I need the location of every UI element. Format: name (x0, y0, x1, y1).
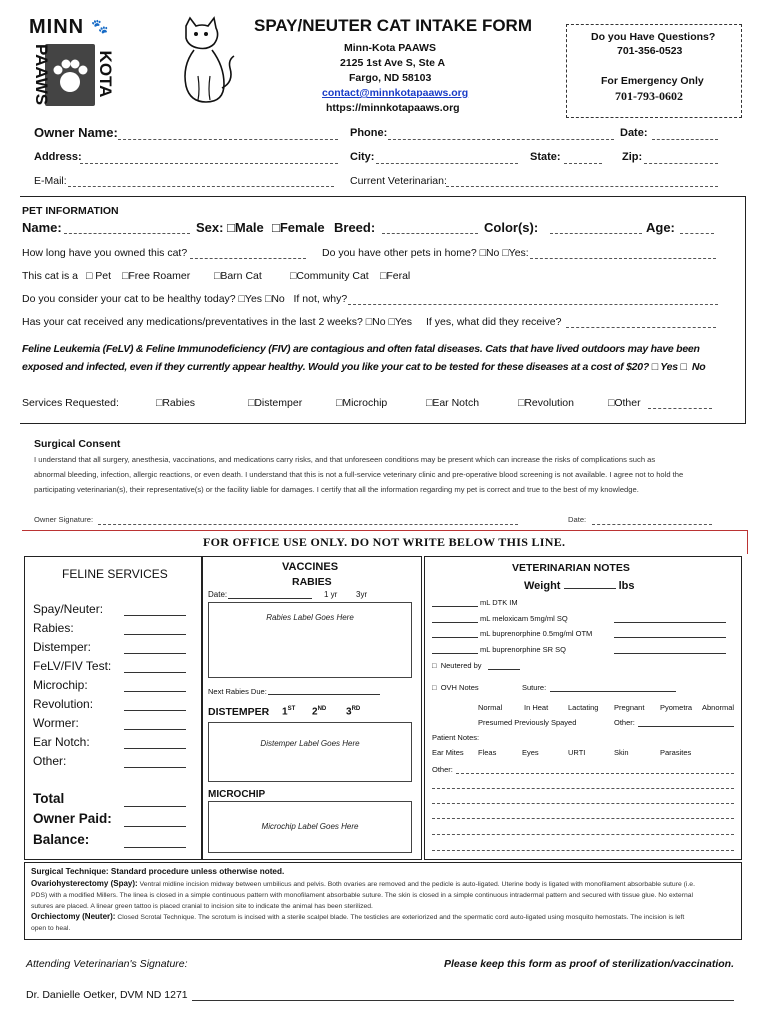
bupe-otm-label: mL buprenorphine 0.5mg/ml OTM (480, 629, 593, 638)
vet-label: Current Veterinarian: (350, 175, 447, 187)
cat-type-free-checkbox[interactable]: □Free Roamer (122, 270, 191, 282)
notes-line-1[interactable] (432, 788, 734, 789)
pn-other-field[interactable] (456, 773, 734, 774)
consent-line-2: abnormal bleeding, infection, allergic reactions, or even death. I understand that this is not a full-service veterinary clinic and pre-operative blood screening is not available. I agree not to hold the (34, 470, 684, 479)
svc-ear-checkbox[interactable]: □Ear Notch (426, 397, 480, 409)
bupe-sr-note-field[interactable] (614, 653, 726, 654)
feline-service-label: Revolution: (33, 697, 94, 711)
owner-paid-field[interactable] (124, 826, 186, 827)
breed-label: Breed: (334, 220, 376, 235)
cat-type-community-checkbox[interactable]: □Community Cat (290, 270, 369, 282)
emergency-phone: 701-793-0602 (615, 89, 683, 103)
if-yes-label: If yes, what did they receive? (426, 316, 562, 328)
pn-urti[interactable]: URTI (568, 748, 586, 757)
technique-title: Surgical Technique: Standard procedure unless otherwise noted. (31, 867, 285, 876)
rabies-1yr[interactable]: 1 yr (324, 590, 338, 599)
technique-ovh-line-2: PDS) with a modified Millers. The linea is closed in a simple continuous pattern with monofilament absorbable suture. The skin is closed in a simple continuous intradermal pattern and secured with tissue glue. No external (31, 892, 694, 899)
bupe-otm-field[interactable] (432, 637, 478, 638)
paw-print-icon (45, 44, 95, 106)
svc-other-field[interactable] (648, 408, 712, 409)
next-rabies-label: Next Rabies Due: (208, 687, 267, 696)
state-field[interactable] (564, 163, 602, 164)
date-field[interactable] (652, 139, 718, 140)
sex-label: Sex: (196, 220, 224, 235)
cat-illustration (172, 16, 238, 108)
owner-signature-field[interactable] (98, 524, 518, 525)
felv-line-1: Feline Leukemia (FeLV) & Feline Immunodeficiency (FIV) are contagious and often fatal diseases. Cats that have lived outdoors may have been (22, 343, 700, 355)
cat-type-barn-checkbox[interactable]: □Barn Cat (214, 270, 262, 282)
microchip-title: MICROCHIP (208, 789, 266, 800)
notes-line-2[interactable] (432, 803, 734, 804)
ovh-pyometra[interactable]: Pyometra (660, 703, 693, 712)
age-label: Age: (646, 220, 675, 235)
technique-orch-line-2: open to heal. (31, 925, 71, 932)
owner-name-field[interactable] (118, 139, 338, 140)
logo-paaws: PAAWS (32, 44, 51, 106)
pet-name-label: Name: (22, 220, 62, 235)
city-label: City: (350, 151, 375, 163)
state-label: State: (530, 151, 561, 163)
feline-service-field[interactable] (124, 653, 186, 654)
questions-phone: 701-356-0523 (617, 45, 683, 57)
patient-notes-label: Patient Notes: (432, 733, 480, 742)
consent-line-1: I understand that all surgery, anesthesia, vaccinations, and medications carry risks, and that unforeseen conditions may be present which can increase the risks of complications such as (34, 455, 656, 464)
logo-minn: MINN (29, 16, 85, 38)
attending-signature-field[interactable] (192, 1000, 734, 1001)
meds-field[interactable] (566, 327, 716, 328)
feline-service-label: Microchip: (33, 678, 88, 692)
melox-field[interactable] (432, 622, 478, 623)
feline-service-field[interactable] (124, 615, 186, 616)
feline-service-field[interactable] (124, 748, 186, 749)
email-field[interactable] (68, 186, 334, 187)
q-owned-label: How long have you owned this cat? (22, 247, 188, 259)
technique-ovh-line-1: Ovariohysterectomy (Spay): Ventral midline incision midway between umbilicus and pelvis. Both ovaries are removed and the pedicle is auto-ligated. Uterine body is ligated with monofilament absorbable suture (i.e. (31, 879, 695, 888)
phone-label: Phone: (350, 127, 388, 139)
breed-field[interactable] (382, 233, 478, 234)
consent-date-label: Date: (568, 515, 587, 524)
svc-revolution-checkbox[interactable]: □Revolution (518, 397, 574, 409)
ovh-other-label: Other: (614, 718, 635, 727)
feline-service-label: Distemper: (33, 640, 92, 654)
feline-service-label: Spay/Neuter: (33, 602, 104, 616)
bupe-sr-label: mL buprenorphine SR SQ (480, 645, 567, 654)
owner-signature-label: Owner Signature: (34, 515, 94, 524)
feline-services-title: FELINE SERVICES (62, 567, 168, 581)
ovh-lactating[interactable]: Lactating (568, 703, 599, 712)
questions-box (566, 24, 742, 118)
logo-kota: KOTA (96, 50, 115, 98)
pet-info-header: PET INFORMATION (22, 205, 119, 217)
org-address-2: Fargo, ND 58103 (349, 72, 432, 84)
cat-type-pet-checkbox[interactable]: □ Pet (86, 270, 112, 282)
balance-label: Balance: (33, 832, 90, 847)
ovh-technique-label: Ovariohysterectomy (Spay): (31, 879, 138, 888)
dtk-label: mL DTK IM (480, 598, 518, 607)
bupe-sr-field[interactable] (432, 653, 478, 654)
notes-line-3[interactable] (432, 818, 734, 819)
services-label: Services Requested: (22, 397, 119, 409)
sex-male-checkbox[interactable]: □Male (227, 220, 264, 235)
q-meds-label: Has your cat received any medications/preventatives in the last 2 weeks? □No □Yes (22, 316, 412, 328)
city-field[interactable] (376, 163, 518, 164)
rabies-date-field[interactable] (228, 598, 312, 599)
doctor-name: Dr. Danielle Oetker, DVM ND 1271 (26, 989, 188, 1001)
consent-title: Surgical Consent (34, 438, 121, 450)
colors-label: Color(s): (484, 220, 539, 235)
phone-field[interactable] (388, 139, 614, 140)
microchip-label-area: Microchip Label Goes Here (208, 801, 412, 853)
balance-field[interactable] (124, 847, 186, 848)
date-label: Date: (620, 127, 648, 139)
pn-fleas[interactable]: Fleas (478, 748, 497, 757)
svc-other-checkbox[interactable]: □Other (608, 397, 641, 409)
bupe-otm-note-field[interactable] (614, 637, 726, 638)
logo-dark-square (45, 44, 95, 106)
q-other-pets-label: Do you have other pets in home? □No □Yes: (322, 247, 529, 259)
pn-parasites[interactable]: Parasites (660, 748, 692, 757)
ovh-pregnant[interactable]: Pregnant (614, 703, 645, 712)
address-label: Address: (34, 151, 82, 163)
distemper-1st[interactable]: 1ST (282, 706, 296, 718)
vet-notes-title: VETERINARIAN NOTES (512, 562, 630, 574)
logo (25, 14, 115, 110)
distemper-3rd[interactable]: 3RD (346, 706, 361, 718)
rabies-3yr[interactable]: 3yr (356, 590, 368, 599)
healthy-why-field[interactable] (348, 304, 718, 305)
svc-distemper-checkbox[interactable]: □Distemper (248, 397, 303, 409)
total-label: Total (33, 791, 65, 806)
neutered-by-checkbox[interactable]: □ Neutered by (432, 661, 482, 670)
email-label: E-Mail: (34, 175, 67, 187)
pn-eyes[interactable]: Eyes (522, 748, 539, 757)
rabies-title: RABIES (292, 576, 332, 588)
org-address-1: 2125 1st Ave S, Ste A (340, 57, 446, 69)
cat-type-label: This cat is a (22, 270, 79, 282)
notes-line-4[interactable] (432, 834, 734, 835)
distemper-2nd[interactable]: 2ND (312, 706, 327, 718)
feline-service-field[interactable] (124, 634, 186, 635)
feline-service-label: Other: (33, 754, 67, 768)
feline-service-field[interactable] (124, 767, 186, 768)
feline-service-label: FeLV/FIV Test: (33, 659, 112, 673)
technique-orch-line-1: Orchiectomy (Neuter): Closed Scrotal Technique. The scrotum is incised with a sterile scalpel blade. The testicles are exteriorized and the spermatic cord auto-ligated using mosquito hemostats. The incision is left (31, 912, 685, 921)
ovh-abnormal[interactable]: Abnormal (702, 703, 735, 712)
feline-service-field[interactable] (124, 672, 186, 673)
vaccines-title: VACCINES (282, 561, 339, 573)
ovh-notes-checkbox[interactable]: □ OVH Notes (432, 683, 479, 692)
ovh-presumed[interactable]: Presumed Previously Spayed (478, 718, 577, 727)
questions-heading: Do you Have Questions? (591, 31, 716, 43)
melox-note-field[interactable] (614, 622, 726, 623)
other-pets-field[interactable] (530, 258, 716, 259)
feline-service-field[interactable] (124, 710, 186, 711)
distemper-title: DISTEMPER (208, 706, 270, 718)
technique-ovh-line-3: sutures are placed. A linear green tattoo is placed cranial to incision site to indicate the animal has been sterilized. (31, 903, 373, 910)
attending-signature-label: Attending Veterinarian's Signature: (26, 958, 188, 970)
pn-ear-mites[interactable]: Ear Mites (432, 748, 464, 757)
suture-label: Suture: (522, 683, 547, 692)
weight-label: Weight lbs (524, 580, 635, 592)
sex-female-checkbox[interactable]: □Female (272, 220, 325, 235)
form-title: SPAY/NEUTER CAT INTAKE FORM (254, 16, 532, 35)
feline-service-field[interactable] (124, 691, 186, 692)
svc-microchip-checkbox[interactable]: □Microchip (336, 397, 388, 409)
pet-name-field[interactable] (64, 233, 190, 234)
ovh-in-heat[interactable]: In Heat (524, 703, 549, 712)
feline-service-label: Wormer: (33, 716, 79, 730)
svc-rabies-checkbox[interactable]: □Rabies (156, 397, 196, 409)
ovh-other-field[interactable] (638, 726, 734, 727)
org-name: Minn-Kota PAAWS (344, 42, 436, 54)
emergency-heading: For Emergency Only (601, 75, 704, 87)
melox-label: mL meloxicam 5mg/ml SQ (480, 614, 568, 623)
rabies-date-label: Date: (208, 590, 228, 599)
pn-skin[interactable]: Skin (614, 748, 629, 757)
q-owned-field[interactable] (190, 258, 306, 259)
keep-form-note: Please keep this form as proof of sterilization/vaccination. (444, 958, 734, 970)
paw-small-icon: 🐾 (91, 18, 109, 34)
distemper-label-area: Distemper Label Goes Here (208, 722, 412, 782)
q-healthy-label: Do you consider your cat to be healthy today? □Yes □No If not, why? (22, 293, 348, 305)
ovh-normal[interactable]: Normal (478, 703, 503, 712)
suture-field[interactable] (550, 691, 676, 692)
orch-technique-label: Orchiectomy (Neuter): (31, 912, 116, 921)
feline-service-label: Ear Notch: (33, 735, 90, 749)
org-website-link[interactable]: https://minnkotapaaws.org (326, 102, 460, 114)
consent-date-field[interactable] (592, 524, 712, 525)
feline-service-label: Rabies: (33, 621, 74, 635)
pet-info-box (20, 196, 746, 424)
vet-field[interactable] (446, 186, 718, 187)
notes-line-5[interactable] (432, 850, 734, 851)
neutered-by-field[interactable] (488, 669, 520, 670)
colors-field[interactable] (550, 233, 642, 234)
pn-other-label: Other: (432, 765, 453, 774)
consent-line-3: participating veterinarian(s), their representative(s) or the facility liable for damages. I certify that all the information regarding my pet is correct and true to the best of my knowledge. (34, 485, 639, 494)
dtk-field[interactable] (432, 606, 478, 607)
total-field[interactable] (124, 806, 186, 807)
zip-field[interactable] (644, 163, 718, 164)
next-rabies-field[interactable] (268, 694, 380, 695)
rabies-label-area: Rabies Label Goes Here (208, 602, 412, 678)
cat-type-feral-checkbox[interactable]: □Feral (380, 270, 411, 282)
address-field[interactable] (80, 163, 338, 164)
feline-service-field[interactable] (124, 729, 186, 730)
org-email-link[interactable]: contact@minnkotapaaws.org (322, 87, 469, 99)
age-field[interactable] (680, 233, 714, 234)
felv-line-2: exposed and infected, even if they currently appear healthy. Would you like your cat to be tested for these diseases at a cost of $20? □ Yes □ No (22, 361, 706, 373)
office-banner-text: FOR OFFICE USE ONLY. DO NOT WRITE BELOW THIS LINE. (203, 535, 566, 549)
zip-label: Zip: (622, 151, 643, 163)
owner-paid-label: Owner Paid: (33, 811, 112, 826)
owner-name-label: Owner Name: (34, 125, 118, 140)
